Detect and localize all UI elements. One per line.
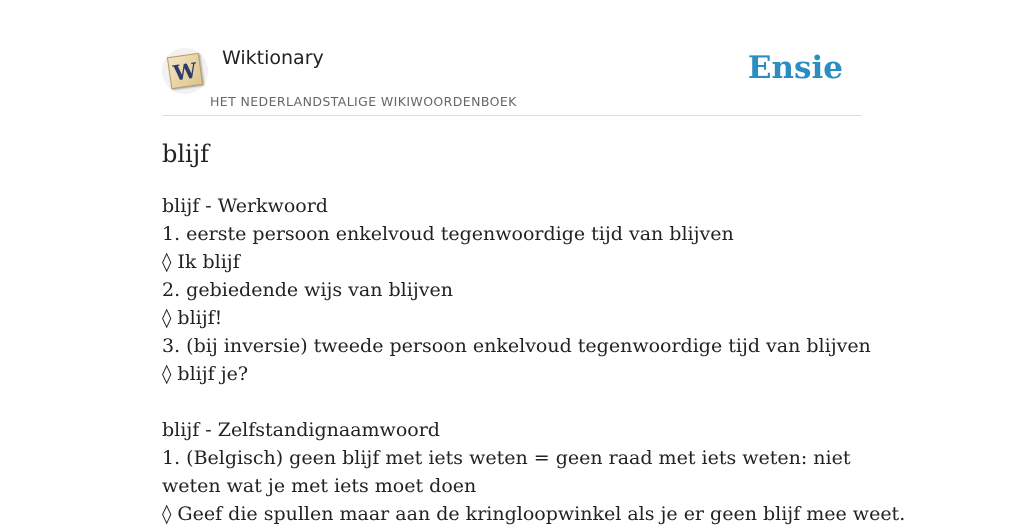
site-header — [162, 44, 862, 116]
ensie-brand-link[interactable]: Ensie — [747, 50, 843, 86]
entry-heading: blijf - Zelfstandignaamwoord — [162, 419, 440, 441]
definition-line: 3. (bij inversie) tweede persoon enkelvoud tegenwoordige tijd van blijven — [162, 335, 871, 357]
example-line: ◊ Ik blijf — [162, 251, 240, 273]
entry-heading: blijf - Werkwoord — [162, 195, 328, 217]
entry-separator — [162, 388, 862, 416]
definition-line: 1. eerste persoon enkelvoud tegenwoordige tijd van blijven — [162, 223, 734, 245]
example-line: ◊ blijf je? — [162, 363, 249, 385]
page-title: blijf — [162, 140, 210, 168]
definition-line: 1. (Belgisch) geen blijf met iets weten = geen raad met iets weten: niet weten wat je met iets moet doen — [162, 447, 851, 497]
header-divider — [162, 115, 862, 116]
definition-line: 2. gebiedende wijs van blijven — [162, 279, 453, 301]
wiktionary-logo[interactable] — [162, 48, 208, 94]
wiktionary-logo-icon: W — [167, 53, 203, 89]
definition-content — [162, 192, 906, 528]
example-line: ◊ Geef die spullen maar aan de kringloopwinkel als je er geen blijf mee weet. — [162, 503, 906, 525]
site-tagline: HET NEDERLANDSTALIGE WIKIWOORDENBOEK — [210, 94, 517, 109]
site-name[interactable]: Wiktionary — [222, 47, 324, 69]
example-line: ◊ blijf! — [162, 307, 223, 329]
